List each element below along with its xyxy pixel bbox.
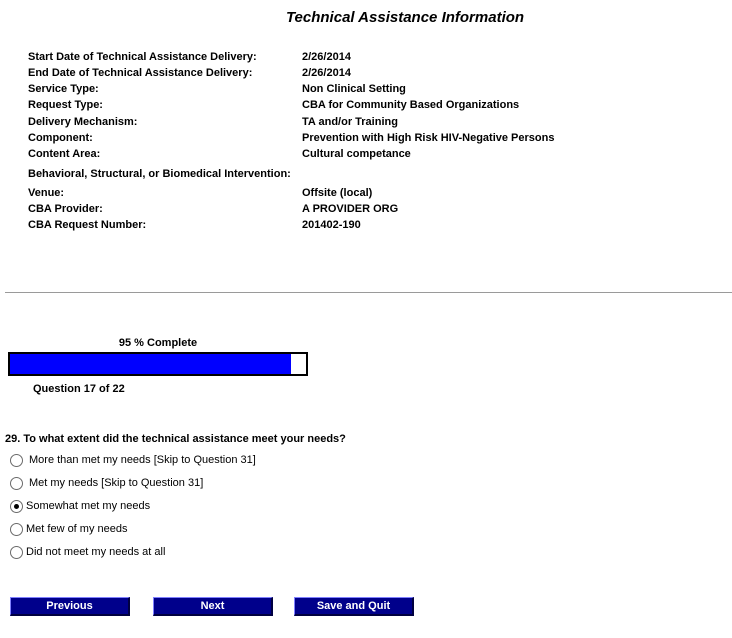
radio-button[interactable] — [10, 546, 23, 559]
option-label: Did not meet my needs at all — [26, 546, 166, 558]
option-met[interactable] — [10, 475, 203, 491]
info-label: End Date of Technical Assistance Delivery: — [28, 67, 253, 79]
info-value: A PROVIDER ORG — [302, 203, 399, 215]
next-button[interactable]: Next — [153, 597, 273, 616]
info-label: Component: — [28, 132, 93, 144]
info-value: CBA for Community Based Organizations — [302, 99, 520, 111]
option-somewhat-met[interactable] — [10, 498, 150, 514]
option-met-few[interactable] — [10, 521, 128, 537]
info-value: 2/26/2014 — [302, 67, 351, 79]
info-label: Content Area: — [28, 148, 101, 160]
info-value: 201402-190 — [302, 219, 361, 231]
question-text: 29. To what extent did the technical assistance meet your needs? — [5, 433, 346, 445]
progress-bar — [8, 352, 308, 376]
page-title: Technical Assistance Information — [285, 9, 525, 26]
progress-fill — [10, 354, 291, 374]
info-label: Behavioral, Structural, or Biomedical Intervention: — [28, 168, 291, 180]
info-value: Offsite (local) — [302, 187, 373, 199]
option-more-than-met[interactable] — [10, 452, 256, 468]
option-did-not-meet[interactable] — [10, 544, 165, 560]
radio-button[interactable] — [10, 454, 23, 467]
info-label: CBA Provider: — [28, 203, 103, 215]
option-label: Met few of my needs — [26, 523, 128, 535]
info-label: Start Date of Technical Assistance Delivery: — [28, 51, 257, 63]
info-value: Non Clinical Setting — [302, 83, 406, 95]
radio-button[interactable] — [10, 523, 23, 536]
save-and-quit-button[interactable]: Save and Quit — [294, 597, 414, 616]
info-value: Prevention with High Risk HIV-Negative Persons — [302, 132, 555, 144]
info-label: Request Type: — [28, 99, 103, 111]
divider — [5, 292, 732, 293]
option-label: Met my needs [Skip to Question 31] — [29, 477, 204, 489]
radio-button[interactable] — [10, 477, 23, 490]
info-value: TA and/or Training — [302, 116, 398, 128]
info-value: 2/26/2014 — [302, 51, 351, 63]
option-label: More than met my needs [Skip to Question 31] — [29, 454, 256, 466]
info-value: Cultural competance — [302, 148, 411, 160]
info-label: Service Type: — [28, 83, 99, 95]
radio-button[interactable] — [10, 500, 23, 513]
question-count: Question 17 of 22 — [33, 383, 125, 395]
option-label: Somewhat met my needs — [26, 500, 151, 512]
previous-button[interactable]: Previous — [10, 597, 130, 616]
info-label: Venue: — [28, 187, 65, 199]
info-label: Delivery Mechanism: — [28, 116, 138, 128]
info-label: CBA Request Number: — [28, 219, 147, 231]
progress-label: 95 % Complete — [118, 337, 198, 349]
